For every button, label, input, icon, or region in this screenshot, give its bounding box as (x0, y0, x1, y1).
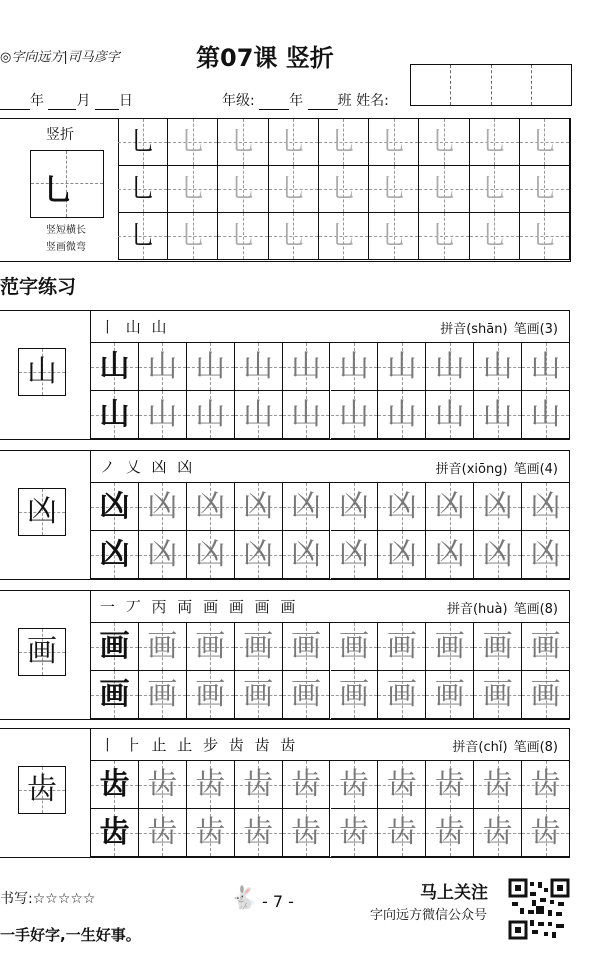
practice-cell[interactable] (91, 531, 139, 579)
practice-cell[interactable] (378, 623, 426, 671)
practice-cell[interactable] (331, 391, 379, 439)
practice-cell[interactable] (331, 761, 379, 809)
pinyin: 拼音(huà) (446, 602, 508, 617)
stroke-trace-cell[interactable] (218, 213, 268, 260)
practice-glyph: 凶 (195, 489, 226, 524)
stroke-order: 丨 ⺊ 止 止 步 齿 齿 齿 (100, 736, 299, 754)
practice-cell[interactable] (139, 623, 187, 671)
stroke-trace-glyph: 乚 (280, 174, 307, 204)
stroke-trace-cell[interactable] (168, 166, 218, 213)
practice-cell[interactable] (522, 671, 570, 719)
practice-grid[interactable] (91, 623, 570, 719)
date-day-label: 日 (118, 93, 133, 109)
pinyin: 拼音(shān) (440, 322, 508, 337)
stroke-trace-glyph: 乚 (179, 221, 206, 251)
character-meta (452, 736, 558, 755)
practice-cell[interactable] (283, 623, 331, 671)
practice-cell[interactable] (474, 761, 522, 809)
practice-glyph: 齿 (338, 815, 369, 850)
stroke-trace-glyph: 乚 (129, 174, 156, 204)
practice-cell[interactable] (139, 531, 187, 579)
rabbit-icon: 🐇 (230, 886, 258, 911)
practice-glyph: 齿 (386, 767, 417, 802)
practice-glyph: 山 (434, 349, 465, 384)
model-character-glyph: 山 (27, 354, 57, 389)
stroke-order: ノ 乂 凶 凶 (100, 458, 196, 476)
practice-cell[interactable] (474, 671, 522, 719)
practice-glyph: 齿 (291, 815, 322, 850)
practice-glyph: 画 (147, 677, 178, 712)
practice-glyph: 齿 (147, 767, 178, 802)
practice-cell[interactable] (426, 531, 474, 579)
practice-cell[interactable] (139, 391, 187, 439)
stroke-trace-glyph: 乚 (179, 127, 206, 157)
practice-glyph: 齿 (338, 767, 369, 802)
practice-cell[interactable] (187, 809, 235, 857)
practice-glyph: 齿 (99, 767, 130, 802)
practice-cell[interactable] (378, 343, 426, 391)
stroke-trace-cell[interactable] (218, 119, 268, 166)
model-character (18, 488, 66, 536)
practice-glyph: 齿 (147, 815, 178, 850)
practice-cell[interactable] (378, 761, 426, 809)
stroke-trace-cell[interactable] (369, 166, 419, 213)
practice-glyph: 山 (99, 397, 130, 432)
model-character-glyph: 凶 (27, 494, 57, 529)
practice-cell[interactable] (522, 809, 570, 857)
practice-glyph: 画 (434, 629, 465, 664)
stroke-trace-cell[interactable] (118, 213, 168, 260)
practice-cell[interactable] (522, 761, 570, 809)
practice-cell[interactable] (283, 343, 331, 391)
stroke-trace-glyph: 乚 (230, 127, 257, 157)
stroke-trace-glyph: 乚 (380, 127, 407, 157)
practice-glyph: 山 (195, 397, 226, 432)
practice-glyph: 齿 (195, 815, 226, 850)
practice-cell[interactable] (522, 531, 570, 579)
stroke-trace-cell[interactable] (319, 213, 369, 260)
practice-glyph: 齿 (386, 815, 417, 850)
motto: 一手好字,一生好事。 (0, 926, 141, 944)
stroke-trace-glyph: 乚 (430, 174, 457, 204)
practice-cell[interactable] (474, 623, 522, 671)
stroke-trace-glyph: 乚 (430, 127, 457, 157)
practice-glyph: 画 (291, 629, 322, 664)
pinyin: 拼音(chǐ) (452, 740, 508, 755)
practice-cell[interactable] (91, 671, 139, 719)
practice-cell[interactable] (522, 391, 570, 439)
stroke-trace-glyph: 乚 (280, 221, 307, 251)
character-meta (436, 458, 558, 477)
practice-cell[interactable] (426, 483, 474, 531)
practice-glyph: 山 (338, 349, 369, 384)
practice-cell[interactable] (187, 671, 235, 719)
stroke-trace-cell[interactable] (520, 166, 570, 213)
practice-cell[interactable] (378, 531, 426, 579)
practice-glyph: 凶 (482, 489, 513, 524)
practice-cell[interactable] (331, 343, 379, 391)
practice-glyph: 画 (99, 677, 130, 712)
practice-cell[interactable] (187, 343, 235, 391)
practice-glyph: 画 (482, 629, 513, 664)
practice-glyph: 凶 (291, 537, 322, 572)
practice-glyph: 山 (243, 397, 274, 432)
qr-code-icon (508, 878, 570, 940)
stroke-trace-cell[interactable] (520, 213, 570, 260)
stroke-trace-glyph: 乚 (531, 127, 558, 157)
character-meta (447, 598, 558, 617)
stroke-desc-2: 竖画微弯 (46, 242, 86, 253)
practice-glyph: 齿 (99, 815, 130, 850)
practice-glyph: 凶 (99, 537, 130, 572)
practice-glyph: 凶 (243, 537, 274, 572)
practice-cell[interactable] (187, 483, 235, 531)
page-number: - 7 - (262, 892, 294, 911)
practice-cell[interactable] (91, 623, 139, 671)
name-box[interactable] (410, 64, 572, 106)
stroke-count: 笔画(4) (513, 462, 558, 477)
date-year-label: 年 (30, 93, 44, 109)
practice-glyph: 凶 (195, 537, 226, 572)
practice-cell[interactable] (235, 391, 283, 439)
follow-label: 马上关注 (420, 883, 488, 903)
practice-cell[interactable] (426, 809, 474, 857)
practice-cell[interactable] (139, 671, 187, 719)
stroke-trace-cell[interactable] (269, 119, 319, 166)
stroke-trace-cell[interactable] (520, 119, 570, 166)
practice-glyph: 画 (386, 677, 417, 712)
stroke-trace-glyph: 乚 (380, 174, 407, 204)
stroke-trace-glyph: 乚 (531, 174, 558, 204)
practice-cell[interactable] (378, 671, 426, 719)
practice-cell[interactable] (522, 623, 570, 671)
practice-cell[interactable] (139, 809, 187, 857)
practice-glyph: 画 (99, 629, 130, 664)
stroke-example-grid (30, 150, 104, 218)
stroke-count: 笔画(8) (513, 740, 558, 755)
stroke-trace-cell[interactable] (369, 213, 419, 260)
practice-glyph: 画 (386, 629, 417, 664)
practice-glyph: 凶 (147, 537, 178, 572)
practice-glyph: 画 (243, 677, 274, 712)
practice-glyph: 山 (147, 397, 178, 432)
stroke-trace-cell[interactable] (419, 213, 469, 260)
practice-glyph: 齿 (243, 767, 274, 802)
practice-glyph: 齿 (530, 767, 561, 802)
grade-line (222, 90, 389, 110)
practice-glyph: 凶 (482, 537, 513, 572)
practice-glyph: 画 (195, 629, 226, 664)
practice-glyph: 齿 (195, 767, 226, 802)
stroke-trace-glyph: 乚 (430, 221, 457, 251)
practice-cell[interactable] (139, 343, 187, 391)
stroke-trace-cell[interactable] (168, 213, 218, 260)
practice-cell[interactable] (283, 809, 331, 857)
stroke-description (36, 222, 96, 256)
practice-glyph: 齿 (482, 815, 513, 850)
stroke-trace-cell[interactable] (319, 166, 369, 213)
practice-cell[interactable] (426, 391, 474, 439)
practice-glyph: 画 (530, 677, 561, 712)
practice-glyph: 画 (195, 677, 226, 712)
practice-glyph: 凶 (434, 489, 465, 524)
practice-cell[interactable] (139, 761, 187, 809)
practice-cell[interactable] (426, 761, 474, 809)
stroke-trace-glyph: 乚 (129, 221, 156, 251)
practice-glyph: 画 (338, 629, 369, 664)
date-line (0, 90, 133, 110)
practice-glyph: 凶 (291, 489, 322, 524)
practice-glyph: 山 (195, 349, 226, 384)
stroke-trace-cell[interactable] (470, 166, 520, 213)
practice-glyph: 齿 (434, 767, 465, 802)
practice-glyph: 凶 (386, 489, 417, 524)
practice-cell[interactable] (426, 343, 474, 391)
practice-cell[interactable] (331, 483, 379, 531)
practice-glyph: 齿 (291, 767, 322, 802)
brand-logo: ◎字向远方|司马彦字 (0, 50, 120, 65)
practice-glyph: 齿 (434, 815, 465, 850)
stroke-order: 一 丆 丙 両 画 画 画 画 (100, 598, 299, 616)
stroke-trace-cell[interactable] (269, 213, 319, 260)
stroke-trace-glyph: 乚 (179, 174, 206, 204)
practice-cell[interactable] (474, 343, 522, 391)
practice-cell[interactable] (91, 809, 139, 857)
stroke-trace-cell[interactable] (419, 166, 469, 213)
stroke-trace-glyph: 乚 (129, 127, 156, 157)
practice-cell[interactable] (91, 343, 139, 391)
grade-label: 年级: (222, 93, 255, 109)
practice-cell[interactable] (522, 343, 570, 391)
practice-glyph: 齿 (530, 815, 561, 850)
practice-glyph: 画 (291, 677, 322, 712)
practice-cell[interactable] (474, 391, 522, 439)
practice-cell[interactable] (235, 531, 283, 579)
practice-cell[interactable] (331, 809, 379, 857)
stroke-order: 丨 山 山 (100, 318, 170, 336)
name-label: 姓名: (356, 93, 389, 109)
stroke-trace-cell[interactable] (419, 119, 469, 166)
stroke-trace-cell[interactable] (319, 119, 369, 166)
practice-cell[interactable] (187, 623, 235, 671)
practice-cell[interactable] (283, 761, 331, 809)
stroke-desc-1: 竖短横长 (46, 225, 86, 236)
practice-cell[interactable] (522, 483, 570, 531)
practice-cell[interactable] (91, 391, 139, 439)
stroke-trace-glyph: 乚 (230, 174, 257, 204)
practice-cell[interactable] (139, 483, 187, 531)
practice-glyph: 山 (386, 397, 417, 432)
practice-cell[interactable] (283, 531, 331, 579)
stroke-trace-cell[interactable] (168, 119, 218, 166)
stroke-trace-glyph: 乚 (280, 127, 307, 157)
character-meta (440, 318, 558, 337)
practice-glyph: 画 (482, 677, 513, 712)
grade-unit-year: 年 (289, 93, 304, 109)
practice-cell[interactable] (187, 761, 235, 809)
practice-cell[interactable] (331, 623, 379, 671)
page-title: 第07课 竖折 (196, 44, 334, 72)
practice-glyph: 凶 (530, 489, 561, 524)
practice-glyph: 画 (243, 629, 274, 664)
practice-cell[interactable] (331, 531, 379, 579)
grade-unit-class: 班 (337, 93, 352, 109)
practice-glyph: 山 (530, 397, 561, 432)
stroke-trace-glyph: 乚 (330, 127, 357, 157)
practice-cell[interactable] (331, 671, 379, 719)
stroke-trace-glyph: 乚 (481, 174, 508, 204)
practice-cell[interactable] (235, 809, 283, 857)
stroke-trace-glyph: 乚 (330, 221, 357, 251)
practice-glyph: 画 (147, 629, 178, 664)
practice-glyph: 山 (482, 397, 513, 432)
practice-grid[interactable] (91, 343, 570, 439)
practice-cell[interactable] (91, 483, 139, 531)
practice-glyph: 山 (530, 349, 561, 384)
stroke-trace-glyph: 乚 (230, 221, 257, 251)
practice-cell[interactable] (474, 531, 522, 579)
stroke-trace-cell[interactable] (369, 119, 419, 166)
stroke-trace-glyph: 乚 (481, 221, 508, 251)
stroke-trace-cell[interactable] (269, 166, 319, 213)
practice-glyph: 山 (243, 349, 274, 384)
stroke-trace-glyph: 乚 (380, 221, 407, 251)
stroke-trace-glyph: 乚 (531, 221, 558, 251)
practice-glyph: 画 (434, 677, 465, 712)
practice-glyph: 山 (338, 397, 369, 432)
stroke-trace-cell[interactable] (470, 119, 520, 166)
practice-glyph: 齿 (482, 767, 513, 802)
practice-cell[interactable] (235, 761, 283, 809)
practice-glyph: 山 (99, 349, 130, 384)
practice-cell[interactable] (283, 671, 331, 719)
practice-glyph: 凶 (386, 537, 417, 572)
practice-glyph: 山 (434, 397, 465, 432)
practice-cell[interactable] (426, 623, 474, 671)
stroke-trace-grid[interactable] (118, 119, 570, 260)
practice-glyph: 凶 (434, 537, 465, 572)
practice-glyph: 凶 (338, 537, 369, 572)
model-character-glyph: 画 (27, 634, 57, 669)
practice-cell[interactable] (474, 483, 522, 531)
practice-glyph: 凶 (147, 489, 178, 524)
model-character-glyph: 齿 (27, 772, 57, 807)
practice-cell[interactable] (235, 343, 283, 391)
practice-cell[interactable] (378, 391, 426, 439)
section-title: 范字练习 (0, 276, 77, 298)
stroke-name: 竖折 (46, 127, 74, 143)
stroke-example-glyph: 乚 (43, 173, 73, 208)
stroke-count: 笔画(3) (513, 322, 558, 337)
model-character (18, 766, 66, 814)
stroke-trace-cell[interactable] (118, 166, 168, 213)
rating: 书写:☆☆☆☆☆ (0, 891, 96, 907)
date-month-label: 月 (76, 93, 91, 109)
practice-glyph: 画 (530, 629, 561, 664)
practice-glyph: 凶 (99, 489, 130, 524)
practice-cell[interactable] (283, 483, 331, 531)
practice-glyph: 山 (482, 349, 513, 384)
practice-cell[interactable] (378, 483, 426, 531)
practice-glyph: 山 (291, 349, 322, 384)
stroke-trace-cell[interactable] (470, 213, 520, 260)
practice-grid[interactable] (91, 483, 570, 579)
practice-cell[interactable] (91, 761, 139, 809)
practice-glyph: 凶 (243, 489, 274, 524)
practice-glyph: 山 (386, 349, 417, 384)
stroke-trace-cell[interactable] (218, 166, 268, 213)
practice-glyph: 画 (338, 677, 369, 712)
model-character (18, 348, 66, 396)
practice-cell[interactable] (187, 391, 235, 439)
practice-glyph: 山 (147, 349, 178, 384)
practice-glyph: 齿 (243, 815, 274, 850)
stroke-trace-cell[interactable] (118, 119, 168, 166)
stroke-trace-glyph: 乚 (481, 127, 508, 157)
practice-cell[interactable] (187, 531, 235, 579)
practice-glyph: 凶 (338, 489, 369, 524)
practice-cell[interactable] (283, 391, 331, 439)
wechat-label: 字向远方微信公众号 (370, 908, 488, 923)
model-character (18, 628, 66, 676)
practice-cell[interactable] (235, 483, 283, 531)
practice-grid[interactable] (91, 761, 570, 857)
practice-glyph: 山 (291, 397, 322, 432)
practice-cell[interactable] (235, 623, 283, 671)
practice-cell[interactable] (235, 671, 283, 719)
practice-cell[interactable] (474, 809, 522, 857)
practice-cell[interactable] (378, 809, 426, 857)
practice-cell[interactable] (426, 671, 474, 719)
practice-glyph: 凶 (530, 537, 561, 572)
pinyin: 拼音(xiōng) (435, 462, 508, 477)
stroke-count: 笔画(8) (513, 602, 558, 617)
stroke-trace-glyph: 乚 (330, 174, 357, 204)
